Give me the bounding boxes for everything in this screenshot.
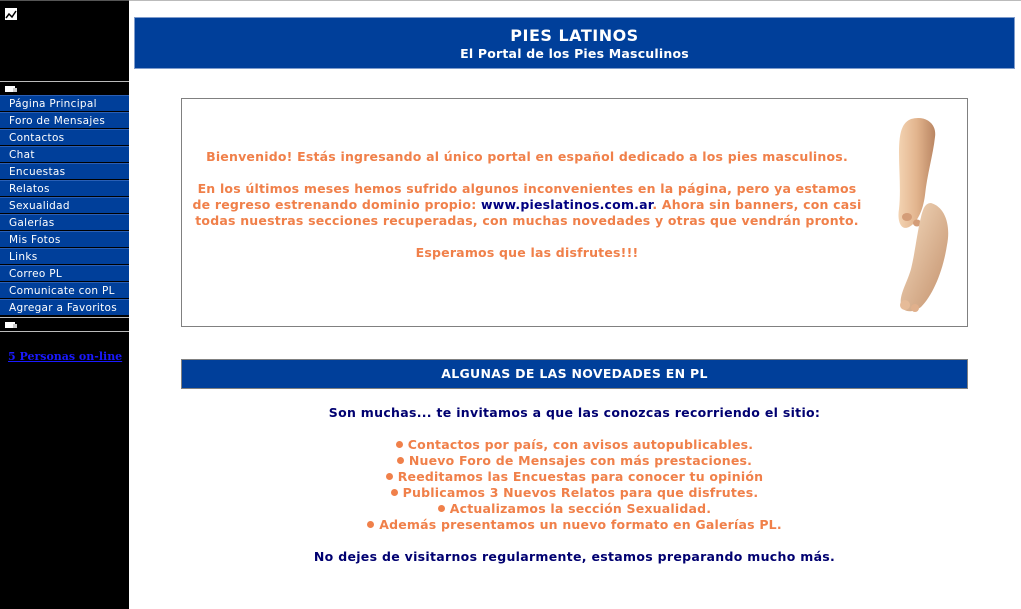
list-item (134, 517, 1015, 533)
sidebar-divider (0, 81, 129, 82)
domain-url: www.pieslatinos.com.ar (480, 197, 653, 212)
welcome-paragraph: Esperamos que las disfrutes!!! (415, 245, 639, 260)
sidebar-menu (0, 95, 129, 316)
novedades-heading: ALGUNAS DE LAS NOVEDADES EN PL (181, 359, 968, 389)
broken-image-icon (4, 85, 18, 93)
broken-image-icon (4, 7, 18, 21)
sidebar-item-contactos[interactable]: Contactos (0, 129, 129, 145)
sidebar-item-galerias[interactable]: Galerías (0, 214, 129, 230)
sidebar-item-pagina-principal[interactable]: Página Principal (0, 95, 129, 111)
sidebar-item-foro[interactable]: Foro de Mensajes (0, 112, 129, 128)
bullet-icon (391, 489, 398, 496)
list-item (134, 485, 1015, 501)
sidebar-item-mis-fotos[interactable]: Mis Fotos (0, 231, 129, 247)
online-users-link[interactable]: 5 Personas on-line (8, 350, 123, 363)
top-border (129, 0, 1021, 1)
bullet-icon (367, 521, 374, 528)
list-item-text: Nuevo Foro de Mensajes con más prestaciones. (408, 453, 753, 468)
list-item-text: Reeditamos las Encuestas para conocer tu opinión (397, 469, 764, 484)
site-subtitle: El Portal de los Pies Masculinos (460, 46, 689, 61)
sidebar-divider (0, 331, 129, 332)
list-item (134, 501, 1015, 517)
sidebar-item-favoritos[interactable]: Agregar a Favoritos (0, 299, 129, 315)
list-item-text: Contactos por país, con avisos autopublicables. (407, 437, 754, 452)
bullet-icon (386, 473, 393, 480)
sidebar-item-sexualidad[interactable]: Sexualidad (0, 197, 129, 213)
site-header (134, 17, 1015, 69)
list-item (134, 437, 1015, 453)
sidebar-item-correo[interactable]: Correo PL (0, 265, 129, 281)
welcome-text (192, 149, 862, 277)
sidebar-item-links[interactable]: Links (0, 248, 129, 264)
welcome-text-segment: . Ahora sin banners, con casi todas nuestras secciones recuperadas, con muchas novedades y otras que vendrán pronto. (195, 197, 862, 228)
bullet-icon (396, 441, 403, 448)
novedades-intro: Son muchas... te invitamos a que las conozcas recorriendo el sitio: (328, 405, 821, 420)
list-item-text: Actualizamos la sección Sexualidad. (449, 501, 712, 516)
sidebar-item-comunicate[interactable]: Comunicate con PL (0, 282, 129, 298)
list-item-text: Además presentamos un nuevo formato en Galerías PL. (379, 517, 782, 532)
welcome-text-segment: En los últimos meses hemos sufrido algunos inconvenientes en la página, pero ya estamos de regreso estrenando dominio propio: (192, 181, 857, 212)
sidebar-item-relatos[interactable]: Relatos (0, 180, 129, 196)
foot-photo (877, 115, 961, 315)
broken-image-icon (4, 321, 18, 329)
welcome-paragraph (192, 181, 862, 229)
list-item-text: Publicamos 3 Nuevos Relatos para que disfrutes. (402, 485, 759, 500)
sidebar-item-chat[interactable]: Chat (0, 146, 129, 162)
novedades-list (134, 437, 1015, 533)
bullet-icon (438, 505, 445, 512)
sidebar-item-encuestas[interactable]: Encuestas (0, 163, 129, 179)
bullet-icon (397, 457, 404, 464)
sidebar-divider (0, 317, 129, 318)
welcome-paragraph: Bienvenido! Estás ingresando al único portal en español dedicado a los pies masculinos. (206, 149, 848, 164)
novedades-outro: No dejes de visitarnos regularmente, estamos preparando mucho más. (313, 549, 836, 564)
list-item (134, 469, 1015, 485)
site-title: PIES LATINOS (510, 26, 639, 45)
list-item (134, 453, 1015, 469)
sidebar (0, 0, 129, 609)
welcome-box (181, 98, 968, 327)
